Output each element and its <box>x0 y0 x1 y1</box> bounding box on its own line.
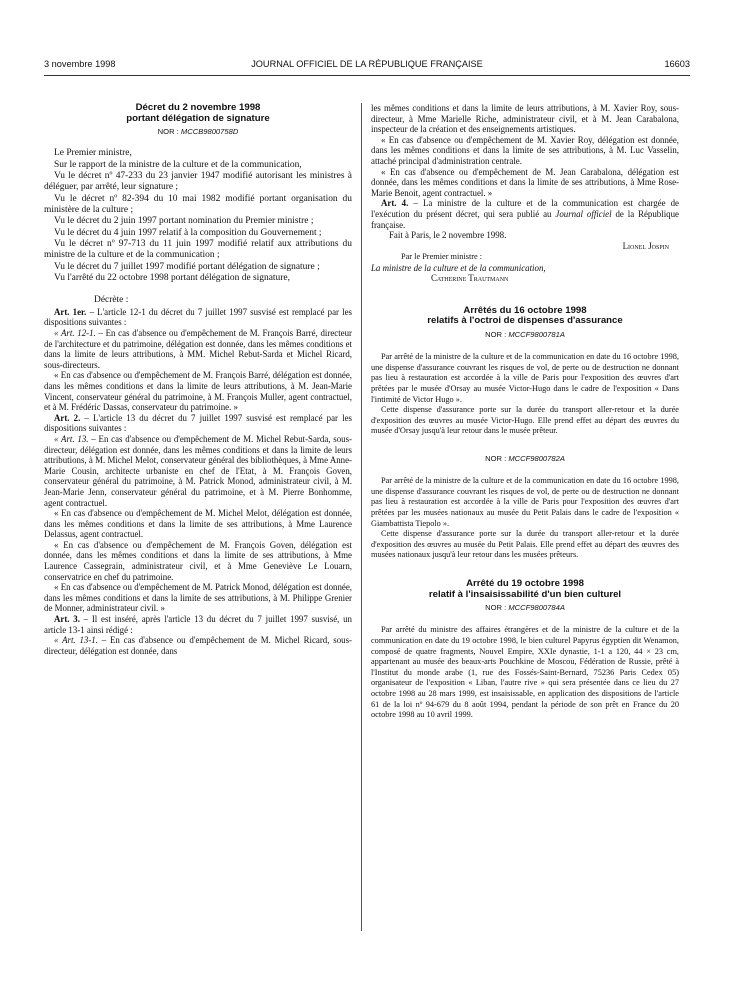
art4-text-b: de la République française. <box>371 208 679 230</box>
art13-1-label: « Art. 13-1. <box>54 635 98 646</box>
p-carabalona: « En cas d'absence ou d'empêchement de M. Jean Carabalona, délégation est donnée, dans les mêmes conditions et dans la limite de ses attributions, à Mme Rose-Marie Benoit, agent contractuel. » <box>371 166 679 198</box>
art2-label: Art. 2. <box>54 412 81 423</box>
signatory: Lionel Jospin <box>622 240 669 251</box>
p-barre: « En cas d'absence ou d'empêchement de M. François Barré, délégation est donnée, dans les mêmes conditions et dans la limite de leurs attributions, à M. Jean-Marie Vincent, conservateur général du patrimoine, à M. François Muller, agent contractuel, et à M. Frédéric Dassas, conservateur du patrimoine. » <box>44 370 352 413</box>
arretes16-title-line1: Arrêtés du 16 octobre 1998 <box>463 304 587 316</box>
arretes16-nor2 <box>371 453 679 464</box>
art4-label: Art. 4. <box>381 198 409 209</box>
art1-text: – L'article 12-1 du décret du 7 juillet 1997 susvisé est remplacé par les dispositions suivantes : <box>44 306 352 328</box>
header-date: 3 novembre 1998 <box>44 59 116 69</box>
art3 <box>44 614 352 635</box>
arrete19-title-line2: relatif à l'insaisissabilité d'un bien culturel <box>428 588 622 600</box>
art3-label: Art. 3. <box>54 614 80 625</box>
p-roy: « En cas d'absence ou d'empêchement de M. Xavier Roy, délégation est donnée, dans les mêmes conditions et dans la limite de ses attributions, à M. Luc Vasselin, attaché principal d'administration centrale. <box>371 134 679 166</box>
column-divider <box>361 103 362 931</box>
decret-p7: Vu le décret nº 97-713 du 11 juin 1997 modifié relatif aux attributions du ministre de la culture et de la communication ; <box>44 239 352 261</box>
decret-title-line2: portant délégation de signature <box>126 112 270 124</box>
nor-label: NOR : <box>485 329 507 339</box>
page-number: 16603 <box>664 59 690 69</box>
decret-p4: Vu le décret nº 82-394 du 10 mai 1982 modifié portant organisation du ministère de la culture ; <box>44 193 352 216</box>
art13-1 <box>44 635 352 656</box>
art1-label: Art. 1er. <box>54 306 87 317</box>
nor-code: MCCF9800784A <box>508 603 565 613</box>
art13-label: « Art. 13. <box>54 433 89 444</box>
art4-text-a: – La ministre de la culture et de la communication est chargée de l'exécution du présent décret, qui sera publié au <box>371 198 680 219</box>
art13 <box>44 434 352 508</box>
art13-text: – En cas d'absence ou d'empêchement de M. Michel Rebut-Sarda, sous-directeur, délégation est donnée, dans les mêmes conditions et dans la limite de leurs attributions, à M. Michel Melot, conservateur général des bibliothèques, à Mme Anne-Marie Cousin, architecte urbaniste en chef de l'Etat, à M. François Goven, conservateur général du patrimoine, à M. Patrick Monod, administrateur civil, à M. Jean-Marie Jenn, conservateur général du patrimoine, et à M. Pierre Bonhomme, agent contractuel. <box>44 433 353 508</box>
decret-nor <box>44 126 352 137</box>
header-title: JOURNAL OFFICIEL DE LA RÉPUBLIQUE FRANÇAISE <box>251 59 483 69</box>
ministre-name: Catherine Trautmann <box>431 273 509 284</box>
arrete1-p1: Par arrêté de la ministre de la culture et de la communication en date du 16 octobre 1998, une dispense d'assurance couvrant les risques de vol, de perte ou de destruction ne donnant pas lieu à restauration est accordée à la ville de Paris pour l'exposition des œuvres d'art prêtées par le musée d'Orsay au musée Victor-Hugo dans le cadre de l'exposition « Dans l'intimité de Victor Hugo ». <box>371 352 679 404</box>
nor-code: MCCF9800782A <box>508 453 565 463</box>
art2-text: – L'article 13 du décret du 7 juillet 1997 susvisé est remplacé par les dispositions suivantes : <box>44 412 352 434</box>
arretes16-title <box>371 306 679 327</box>
art4 <box>371 198 679 230</box>
left-column <box>44 103 352 656</box>
arrete19-title-line1: Arrêté du 19 octobre 1998 <box>466 578 584 590</box>
page-header <box>44 59 690 73</box>
decret-p2: Sur le rapport de la ministre de la culture et de la communication, <box>54 159 302 170</box>
art12-1-text: – En cas d'absence ou d'empêchement de M. François Barré, directeur de l'architecture et du patrimoine, délégation est donnée, dans les mêmes conditions et dans la limite de leurs attributions, à MM. Michel Rebut-Sarda et Michel Ricard, sous-directeurs. <box>44 328 353 370</box>
decret-title-line1: Décret du 2 novembre 1998 <box>135 102 261 113</box>
decret-p6: Vu le décret du 4 juin 1997 relatif à la composition du Gouvernement ; <box>54 227 322 238</box>
nor-label: NOR : <box>485 603 507 613</box>
fait: Fait à Paris, le 2 novembre 1998. <box>389 230 507 241</box>
decret-p8: Vu le décret du 7 juillet 1997 modifié portant délégation de signature ; <box>54 261 320 272</box>
decret-p1: Le Premier ministre, <box>54 148 132 159</box>
art2 <box>44 413 352 434</box>
ministre-title <box>371 263 679 274</box>
arretes16-nor1 <box>371 329 679 340</box>
art1 <box>44 307 352 328</box>
arrete19-nor <box>371 602 679 613</box>
nor-code: MCCF9800781A <box>508 329 565 339</box>
ministre-title-text: La ministre de la culture et de la communication, <box>371 262 546 273</box>
right-column <box>371 103 679 721</box>
decret-p9: Vu l'arrêté du 22 octobre 1998 portant délégation de signature, <box>54 273 290 284</box>
nor-label: NOR : <box>485 453 507 463</box>
arrete19-p1: Par arrêté du ministre des affaires étrangères et de la ministre de la culture et de la communication en date du 19 octobre 1998, le bien culturel Papyrus égyptien dit Wenamon, composé de quatre fragments, Nouvel Empire, XXIe dynastie, 1-1 a 120, 44 × 23 cm, appartenant au musée des beaux-arts Pouchkine de Moscou, Fédération de Russie, prêté à l'Institut du monde arabe (1, rue des Fossés-Saint-Bernard, 75236 Paris Cedex 05) organisateur de l'exposition « Liban, l'autre rive » qui sera présentée dans ce lieu du 27 octobre 1998 au 28 mars 1999, est insaisissable, en application des dispositions de l'article 61 de la loi nº 94-679 du 8 août 1994, pendant la période de son prêt en France du 20 octobre 1998 au 10 avril 1999. <box>371 625 679 720</box>
arretes16-title-line2: relatifs à l'octroi de dispenses d'assurance <box>427 315 623 327</box>
decrete: Décrète : <box>94 295 129 306</box>
art12-1-label: « Art. 12-1. <box>54 328 96 338</box>
p-monod: « En cas d'absence ou d'empêchement de M. Patrick Monod, délégation est donnée, dans les mêmes conditions et dans la limite de ses attributions, à M. Philippe Grenier de Monner, administrateur civil. » <box>44 582 352 614</box>
decret-p5: Vu le décret du 2 juin 1997 portant nomination du Premier ministre ; <box>54 216 314 227</box>
decret-p3: Vu le décret nº 47-233 du 23 janvier 1947 modifié autorisant les ministres à déléguer, par arrêté, leur signature ; <box>44 171 352 193</box>
header-rule <box>44 75 690 76</box>
decret-title <box>44 103 352 124</box>
arrete2-p2: Cette dispense d'assurance porte sur la durée du transport aller-retour et la durée d'exposition des œuvres au musée du Petit Palais. Elle prend effet au départ des œuvres des musées nationaux jusqu'à leur retour dans les musées prêteurs. <box>371 529 679 560</box>
arrete1-p2: Cette dispense d'assurance porte sur la durée du transport aller-retour et la durée d'exposition des œuvres au musée Victor-Hugo. Elle prend effet au départ des œuvres du musée d'Orsay jusqu'à leur retour dans le musée prêteur. <box>371 405 679 436</box>
nor-label: NOR : <box>157 127 179 136</box>
art13-1-text: – En cas d'absence ou d'empêchement de M. Michel Ricard, sous-directeur, délégation est donnée, dans <box>44 635 352 656</box>
p-goven: « En cas d'absence ou d'empêchement de M. François Goven, délégation est donnée, dans les mêmes conditions et dans la limite de ses attributions, à Mme Laurence Cassegrain, administrateur civil, et à Mme Geneviève Le Louarn, conservatrice en chef du patrimoine. <box>44 539 352 582</box>
r-cont: les mêmes conditions et dans la limite de leurs attributions, à M. Xavier Roy, sous-directeur, à Mme Marielle Riche, administrateur civil, et à M. Jean Carabalona, inspecteur de la création et des enseignements artistiques. <box>371 103 679 135</box>
p-melot: « En cas d'absence ou d'empêchement de M. Michel Melot, délégation est donnée, dans les mêmes conditions et dans la limite de ses attributions, à Mme Laurence Delassus, agent contractuel. <box>44 508 352 540</box>
nor-code: MCCB9800758D <box>180 127 239 136</box>
par-le-pm: Par le Premier ministre : <box>401 252 483 262</box>
art4-jo: Journal officiel <box>555 208 612 219</box>
art12-1 <box>44 328 352 370</box>
arrete2-p1: Par arrêté de la ministre de la culture et de la communication en date du 16 octobre 1998, une dispense d'assurance couvrant les risques de vol, de perte ou de destruction ne donnant pas lieu à restauration est accordée à la ville de Paris pour l'exposition des œuvres d'art prêtées par les musées nationaux au musée du Petit Palais dans le cadre de l'exposition « Giambattista Tiepolo ». <box>371 476 679 528</box>
arrete19-title <box>371 579 679 600</box>
art3-text: – Il est inséré, après l'article 13 du décret du 7 juillet 1997 susvisé, un article 13-1 ainsi rédigé : <box>44 614 352 635</box>
